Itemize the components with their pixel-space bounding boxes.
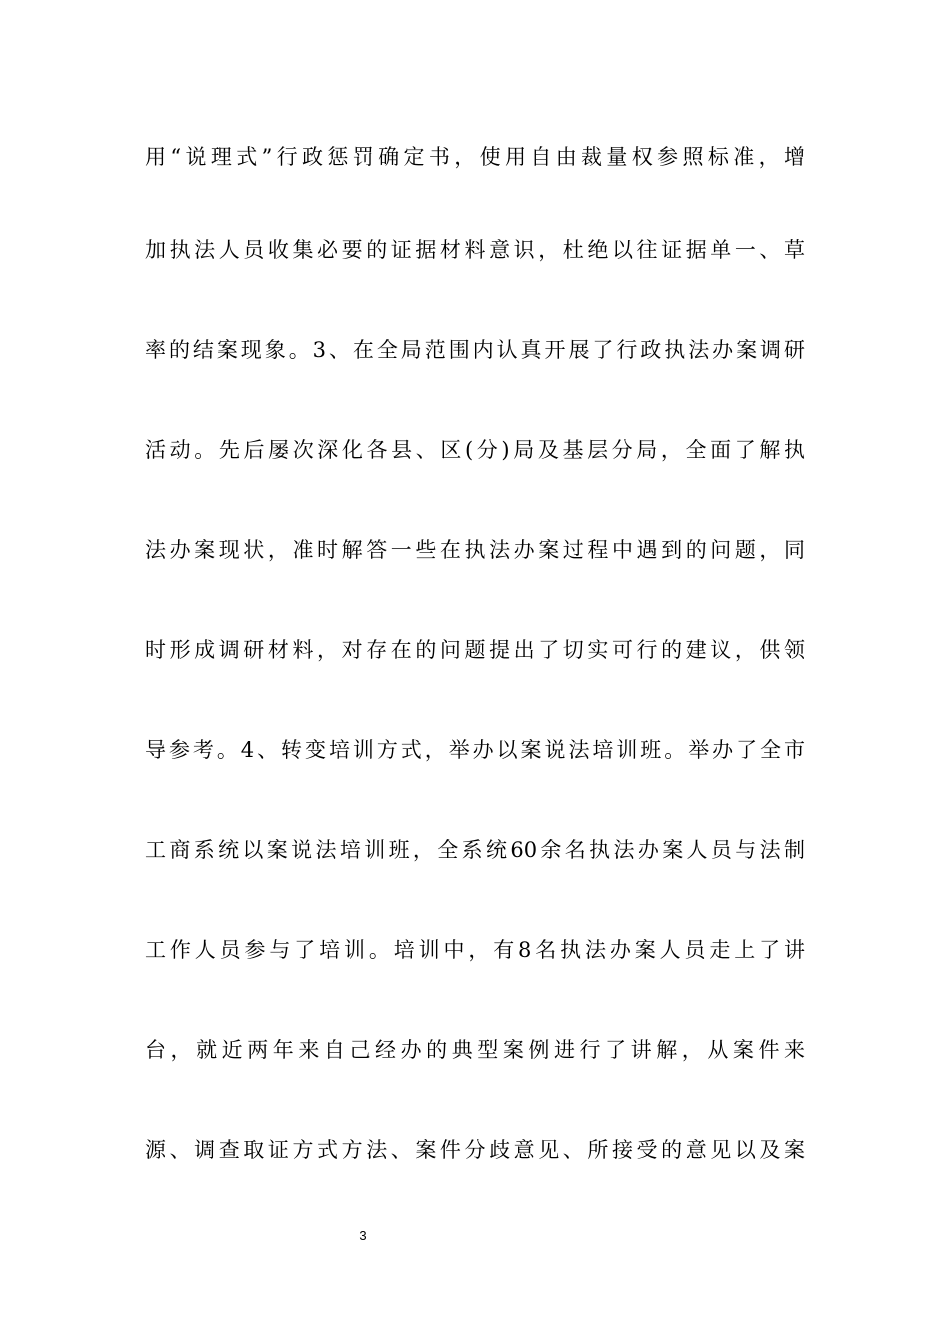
body-text-line: 率的结案现象。3、在全局范围内认真开展了行政执法办案调研 [145,338,805,362]
body-text-line: 活动。先后屡次深化各县、区(分)局及基层分局，全面了解执 [145,438,805,462]
body-text-line: 加执法人员收集必要的证据材料意识，杜绝以往证据单一、草 [145,238,805,262]
body-text-line: 法办案现状，准时解答一些在执法办案过程中遇到的问题，同 [145,538,805,562]
body-text-line: 用“说理式”行政惩罚确定书，使用自由裁量权参照标准，增 [145,145,805,169]
body-text-line: 工商系统以案说法培训班，全系统60余名执法办案人员与法制 [145,838,805,862]
page-number: 3 [359,1228,367,1243]
body-text-line: 时形成调研材料，对存在的问题提出了切实可行的建议，供领 [145,638,805,662]
body-text-line: 工作人员参与了培训。培训中，有8名执法办案人员走上了讲 [145,938,805,962]
body-text-line: 导参考。4、转变培训方式，举办以案说法培训班。举办了全市 [145,738,805,762]
body-text-line: 台，就近两年来自己经办的典型案例进行了讲解，从案件来 [145,1038,805,1062]
body-text-line: 源、调查取证方式方法、案件分歧意见、所接受的意见以及案 [145,1138,805,1162]
